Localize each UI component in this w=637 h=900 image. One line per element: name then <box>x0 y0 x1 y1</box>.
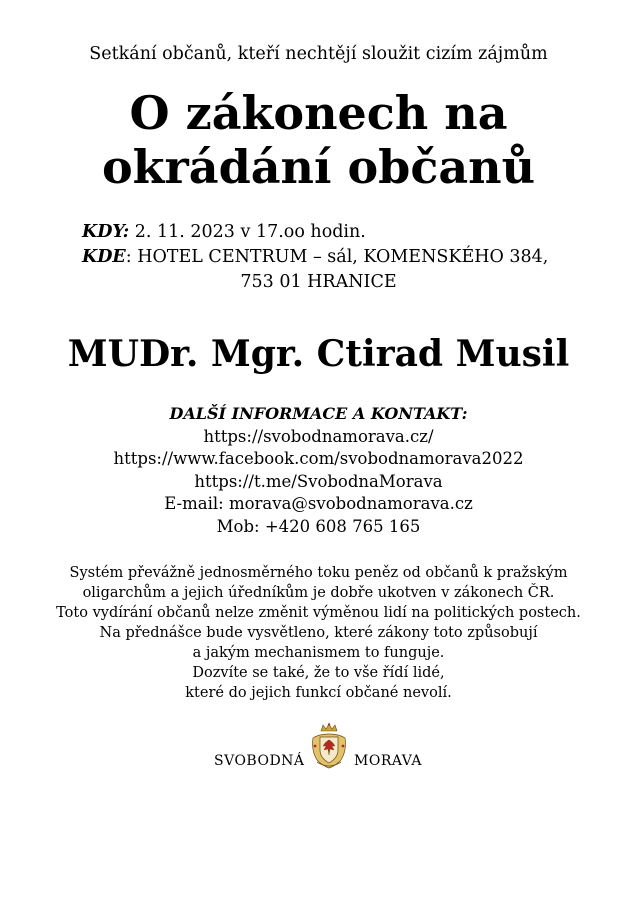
description-line: Toto vydírání občanů nelze změnit výměnou lidí na politických postech. <box>56 605 581 621</box>
speaker-name: MUDr. Mgr. Ctirad Musil <box>67 333 570 375</box>
description-line: oligarchům a jejich úředníkům je dobře ukotven v zákonech ČR. <box>82 585 555 601</box>
contact-phone: Mob: +420 608 765 165 <box>216 516 421 536</box>
headline-line-2: okrádání občanů <box>101 140 536 194</box>
contact-block <box>0 403 637 538</box>
where-label: KDE <box>82 247 126 267</box>
headline <box>0 86 637 194</box>
footer-text-right: MORAVA <box>354 753 423 769</box>
headline-line-1: O zákonech na <box>129 86 508 140</box>
contact-email[interactable]: E-mail: morava@svobodnamorava.cz <box>164 494 473 513</box>
description-line: a jakým mechanismem to funguje. <box>192 645 445 661</box>
where-value: : HOTEL CENTRUM – sál, KOMENSKÉHO 384, <box>125 247 549 267</box>
description-line: Na přednášce bude vysvětleno, které zákony toto způsobují <box>99 625 538 641</box>
description-line: které do jejich funkcí občané nevolí. <box>185 685 452 701</box>
event-where-city: 753 01 HRANICE <box>240 272 397 292</box>
event-where <box>82 245 548 270</box>
moravia-crest-icon <box>309 722 349 770</box>
description-paragraph <box>0 563 637 703</box>
footer-logo <box>0 722 637 782</box>
footer-text-left: SVOBODNÁ <box>214 753 305 769</box>
contact-telegram-link[interactable]: https://t.me/SvobodnaMorava <box>194 471 443 491</box>
when-value: 2. 11. 2023 v 17.oo hodin. <box>129 222 366 242</box>
event-subtitle: Setkání občanů, kteří nechtějí sloužit cizím zájmům <box>89 44 548 64</box>
description-line: Systém převážně jednosměrného toku peněz od občanů k pražským <box>69 565 568 581</box>
contact-website-link[interactable]: https://svobodnamorava.cz/ <box>203 426 434 446</box>
contact-facebook-link[interactable]: https://www.facebook.com/svobodnamorava2022 <box>113 449 524 468</box>
description-line: Dozvíte se také, že to vše řídí lidé, <box>192 665 445 681</box>
contact-heading: DALŠÍ INFORMACE A KONTAKT: <box>169 404 468 423</box>
when-label: KDY: <box>82 222 130 242</box>
event-when <box>82 220 366 245</box>
